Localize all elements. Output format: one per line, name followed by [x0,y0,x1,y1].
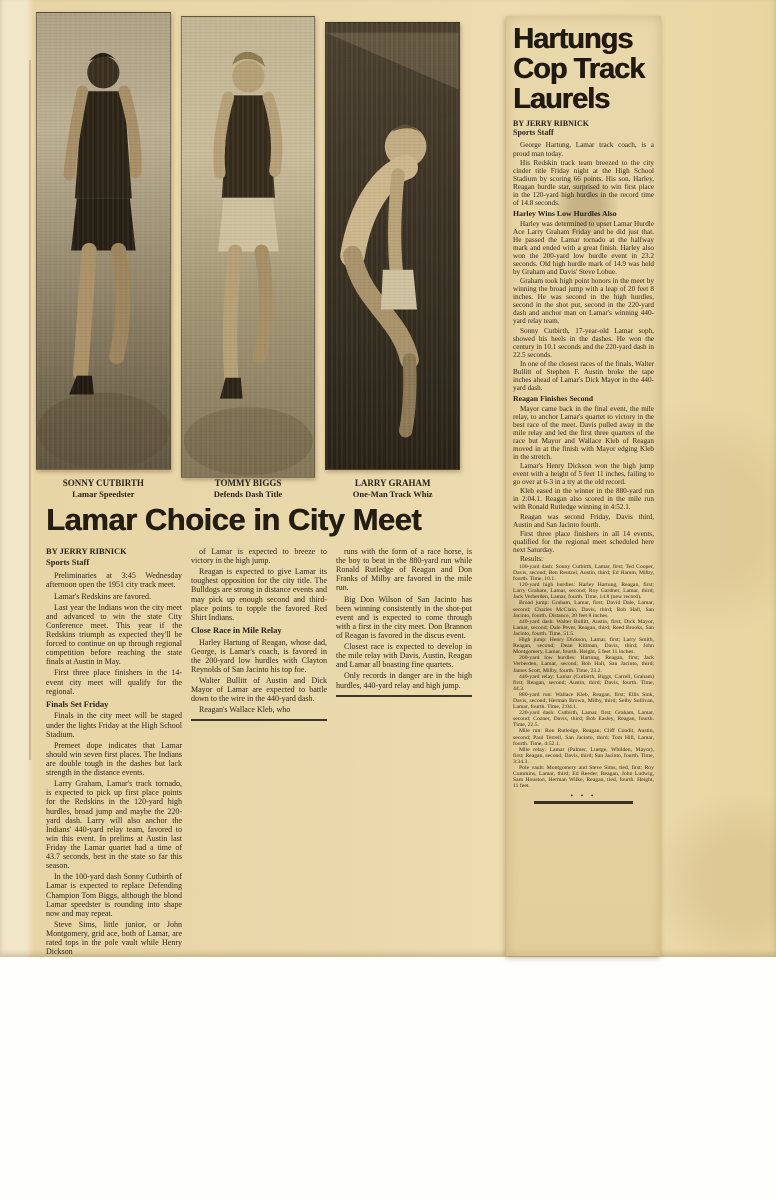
article-paragraph: Results: [520,554,544,563]
right-headline-line-1: Hartungs [513,23,633,55]
column-3-text [336,547,472,690]
article-byline: BY JERRY RIBNICK [46,547,127,556]
result-line: 120-yard high hurdles: Harley Hartung, Reagan, first; Larry Graham, Lamar, second; Roy Gardner, Lamar, third; Jack Verberden, Lamar, fourth. Time, 14.8 (new record). [513,582,654,601]
caption-name: LARRY GRAHAM [354,478,431,488]
article-paragraph: George Hartung, Lamar track coach, is a proud man today. [513,141,654,158]
article-subhead: Harley Wins Low Hurdles Also [513,208,617,218]
result-line: 100-yard dash: Sonny Cutbirth, Lamar, first; Ted Cooper, Davis, second; Ben Reutzel, Austin, third; Ed Hamm, Milby, fourth. Time, 10.1. [513,563,654,583]
column-end-rule [191,719,327,721]
article-paragraph: Big Don Wilson of San Jacinto has been winning consistently in the shot-put event and is expected to come through with a first in the city meet. Don Brannon of Reagan is favored in the discus event. [336,594,472,640]
article-paragraph: Kleb eased in the winner in the 880-yard run in 2:04.1. Reagan also scored in the mile run with Ronald Rutledge winning in 4:52.1. [513,487,654,512]
article-paragraph: Walter Bullitt of Austin and Dick Mayor of Lamar are expected to battle down to the wire in the 440-yard dash. [191,676,327,704]
article-paragraph: Finals in the city meet will be staged under the lights Friday at the High School Stadium. [46,711,182,739]
right-headline-line-2: Cop Track [513,53,645,86]
right-byline: BY JERRY RIBNICK [513,119,590,129]
result-line: High jump: Henry Dickson, Lamar, first; Larry Smith, Reagan, second; Dean Kitiman, Davis, third; John Montgomery, Lamar, fourth. Height, 5 feet 11 inches. [513,637,654,656]
result-line: Pole vault: Montgomery and Steve Sims, tied, first; Roy Cummins, Lamar, third; Ed Reeder, Reagan, John Ludwig, Sam Houston, Herman Wilke, Reagan, tied, fourth. Height, 11 feet. [513,765,654,790]
caption-role: Lamar Speedster [72,489,135,500]
caption-larry-graham [325,478,460,500]
result-line: 440-yard dash: Walter Bullitt, Austin, first; Dick Mayor, Lamar, second; Dale Pever, Reagan, third; Reed Brooks, San Jacinto, fourth. Time, 51.5. [513,618,654,637]
bottom-rule [534,801,633,804]
photo-strip [36,10,460,480]
end-ornament: • • • [570,792,597,801]
article-paragraph: Reagan was second Friday, Davis third, Austin and San Jacinto fourth. [513,512,654,529]
article-subhead: Finals Set Friday [46,698,109,709]
article-paragraph: Only records in danger are in the high hurdles, 440-yard relay and high jump. [336,671,472,690]
result-line: 200-yard low hurdles: Hartung, Reagan, first; Jack Verberden, Lamar, second; Bob Hall, San Jacinto, third; James Scott, Milby, fourth. Time, 23.2. [513,655,654,674]
caption-sonny-cutbirth [36,478,171,500]
result-line: 220-yard dash: Cutbirth, Lamar, first; Graham, Lamar, second; Cozner, Davis, third; Bob Easley, Reagan, fourth. Time, 22.5. [513,710,654,729]
article-paragraph: Premeet dope indicates that Lamar should win seven first places. The Indians are double tough in the dashes but lack strength in the distance events. [46,740,182,778]
main-article [46,547,474,957]
photo-sonny-cutbirth [36,12,171,470]
article-paragraph: Graham took high point honors in the meet by winning the broad jump with a leap of 20 feet 8 inches. He was second in the high hurdles, second in the shot put, second in the 220-yard dash and anchor man on Lamar's winning 440-yard relay team. [513,277,654,326]
article-paragraph: Lamar's Henry Dickson won the high jump event with a height of 5 feet 11 inches, failing to go over at 6-3 in a try at the old record. [513,462,654,487]
column-1-text [46,571,182,956]
article-column-1 [46,547,182,957]
photo-larry-graham [325,22,460,470]
article-paragraph: Closest race is expected to develop in the mile relay with Davis, Austin, Reagan and Lamar all boasting fine quartets. [336,642,472,670]
article-paragraph: Last year the Indians won the city meet and advanced to win the state City Conference meet. This year if the Redskins triumph as expected they'll be forced to continue on up through regional competition before reaching the state finals at Austin in May. [46,602,182,667]
photo-grain [182,17,315,477]
photo-captions [36,478,460,500]
result-line: 440-yard relay: Lamar (Cutbirth, Biggs, Carrell, Graham) first; Reagan, second; Austin, third; Davis, fourth. Time, 44.3. [513,673,654,692]
article-paragraph: In one of the closest races of the finals, Walter Bullitt of Stephen F. Austin broke the tape inches ahead of Lamar's Dick Mayor in the 440-yard dash. [513,359,654,392]
photo-tommy-biggs [181,16,316,478]
article-paragraph: Reagan's Wallace Kleb, who [199,705,291,715]
article-paragraph: Lamar's Redskins are favored. [54,591,151,601]
caption-name: TOMMY BIGGS [214,478,282,488]
article-paragraph: His Redskin track team breezed to the city cinder title Friday night at the High School Stadium by scoring 66 points. His son, Harley, Reagan hurdle star, surprised to win first place in the 120-yard high hurdles in the record time of 14.8 seconds. [513,158,654,207]
right-headline [513,24,654,114]
article-paragraph: Harley Hartung of Reagan, whose dad, George, is Lamar's coach, is favored in the 200-yard low hurdles with Clayton Reynolds of San Jacinto his top foe. [191,637,327,674]
result-line: 880-yard run: Wallace Kleb, Reagan, first; Ellis Sink, Davis, second; Herman Brown, Milby, third; Selby Sullivan, Lamar, fourth. Time, 2:04.1. [513,691,654,711]
right-article-body [513,141,654,562]
article-paragraph: Reagan is expected to give Lamar its toughest opposition for the city title. The Bulldogs are strong in distance events and may pick up enough second and third-place points to topple the favored Red Shirt Indians. [191,567,327,622]
article-column-2 [191,547,327,957]
article-paragraph: Preliminaries at 3:45 Wednesday afternoon open the 1951 city track meet. [46,571,182,590]
result-line: Broad jump: Graham, Lamar, first; David Dale, Lamar, second; Charles McClain, Davis, third; Bob Hall, San Jacinto, fourth. Distance, 20 feet 8 inches. [513,600,654,619]
article-paragraph: First three place finishers in all 14 events, qualified for the regional meet scheduled here next Saturday. [513,529,654,554]
column-2-text [191,547,327,714]
article-paragraph: runs with the form of a race horse, is the boy to beat in the 880-yard run while Ronald Rutledge of Reagan and Don Franks of Milby are favored in the mile run. [336,547,472,593]
article-paragraph: In the 100-yard dash Sonny Cutbirth of Lamar is expected to replace Defending Champion Tom Biggs, although the blond Lamar speedster is rounding into shape now and may repeat. [46,872,182,918]
article-paragraph: Larry Graham, Lamar's track tornado, is expected to pick up first place points for the Redskins in the 120-yard high hurdles, broad jump and maybe the 220-yard dash. Larry will also anchor the Indians' 440-yard relay team, favored to win this event. In prelims at Austin last Friday the Lamar quartet had a time of 43.7 seconds, best in the state so far this season. [46,779,182,871]
article-byline-role: Sports Staff [46,556,90,567]
main-headline: Lamar Choice in City Meet [46,502,422,537]
article-paragraph: Steve Sims, little junior, or John Montgomery, grid ace, both of Lamar, are rated tops in the pole vault while Henry Dickson [46,919,182,957]
right-article-results [513,564,654,789]
right-clipping [506,16,661,956]
column-end-rule [336,695,472,697]
caption-role: One-Man Track Whiz [352,489,433,500]
article-paragraph: Mayor came back in the final event, the mile relay, to anchor Lamar's quartet to victory in the best race of the meet. Davis pulled away in the mile relay and led the first three quarters of the race but Mayor and Wallace Kleb of Reagan moved in at the finish with Mayor edging Kleb in the stretch. [513,404,654,462]
right-headline-line-3: Laurels [513,83,610,116]
caption-role: Defends Dash Title [213,489,283,500]
photo-grain [326,23,459,469]
photo-grain [37,13,170,469]
caption-name: SONNY CUTBIRTH [62,478,144,488]
result-line: Mile relay: Lamar (Palmer, Luetge, Whilden, Mayor), first; Reagan, second; Davis, third; San Jacinto, fourth. Time, 3:34.3. [513,746,654,765]
article-paragraph: of Lamar is expected to breeze to victory in the high jump. [191,547,327,566]
article-subhead: Close Race in Mile Relay [191,624,282,635]
right-byline-role: Sports Staff [513,128,554,138]
caption-tommy-biggs [181,478,316,500]
result-line: Mile run: Ron Rutledge, Reagan; Cliff Condit, Austin, second; Paul Terrell, San Jacinto, third; Tom Hill, Lamar, fourth. Time, 4:52.1. [513,728,654,747]
article-paragraph: Harley was determined to upset Lamar Hurdle Ace Larry Graham Friday and he did just that. He passed the Lamar tornado at the halfway mark and ended with a great finish. Harley also won the 200-yard low hurdle event in 23.2 seconds. Old high hurdle mark of 14.9 was held by Graham and Davis' Steve Lobue. [513,219,654,277]
article-subhead: Reagan Finishes Second [513,394,594,403]
article-paragraph: Sonny Cutbirth, 17-year-old Lamar soph, showed his heels in the dashes. He won the century in 10.1 seconds and the 220-yard dash in 22.5 seconds. [513,326,654,359]
article-paragraph: First three place finishers in the 14-event city meet will qualify for the regional. [46,668,182,696]
article-column-3 [336,547,472,957]
